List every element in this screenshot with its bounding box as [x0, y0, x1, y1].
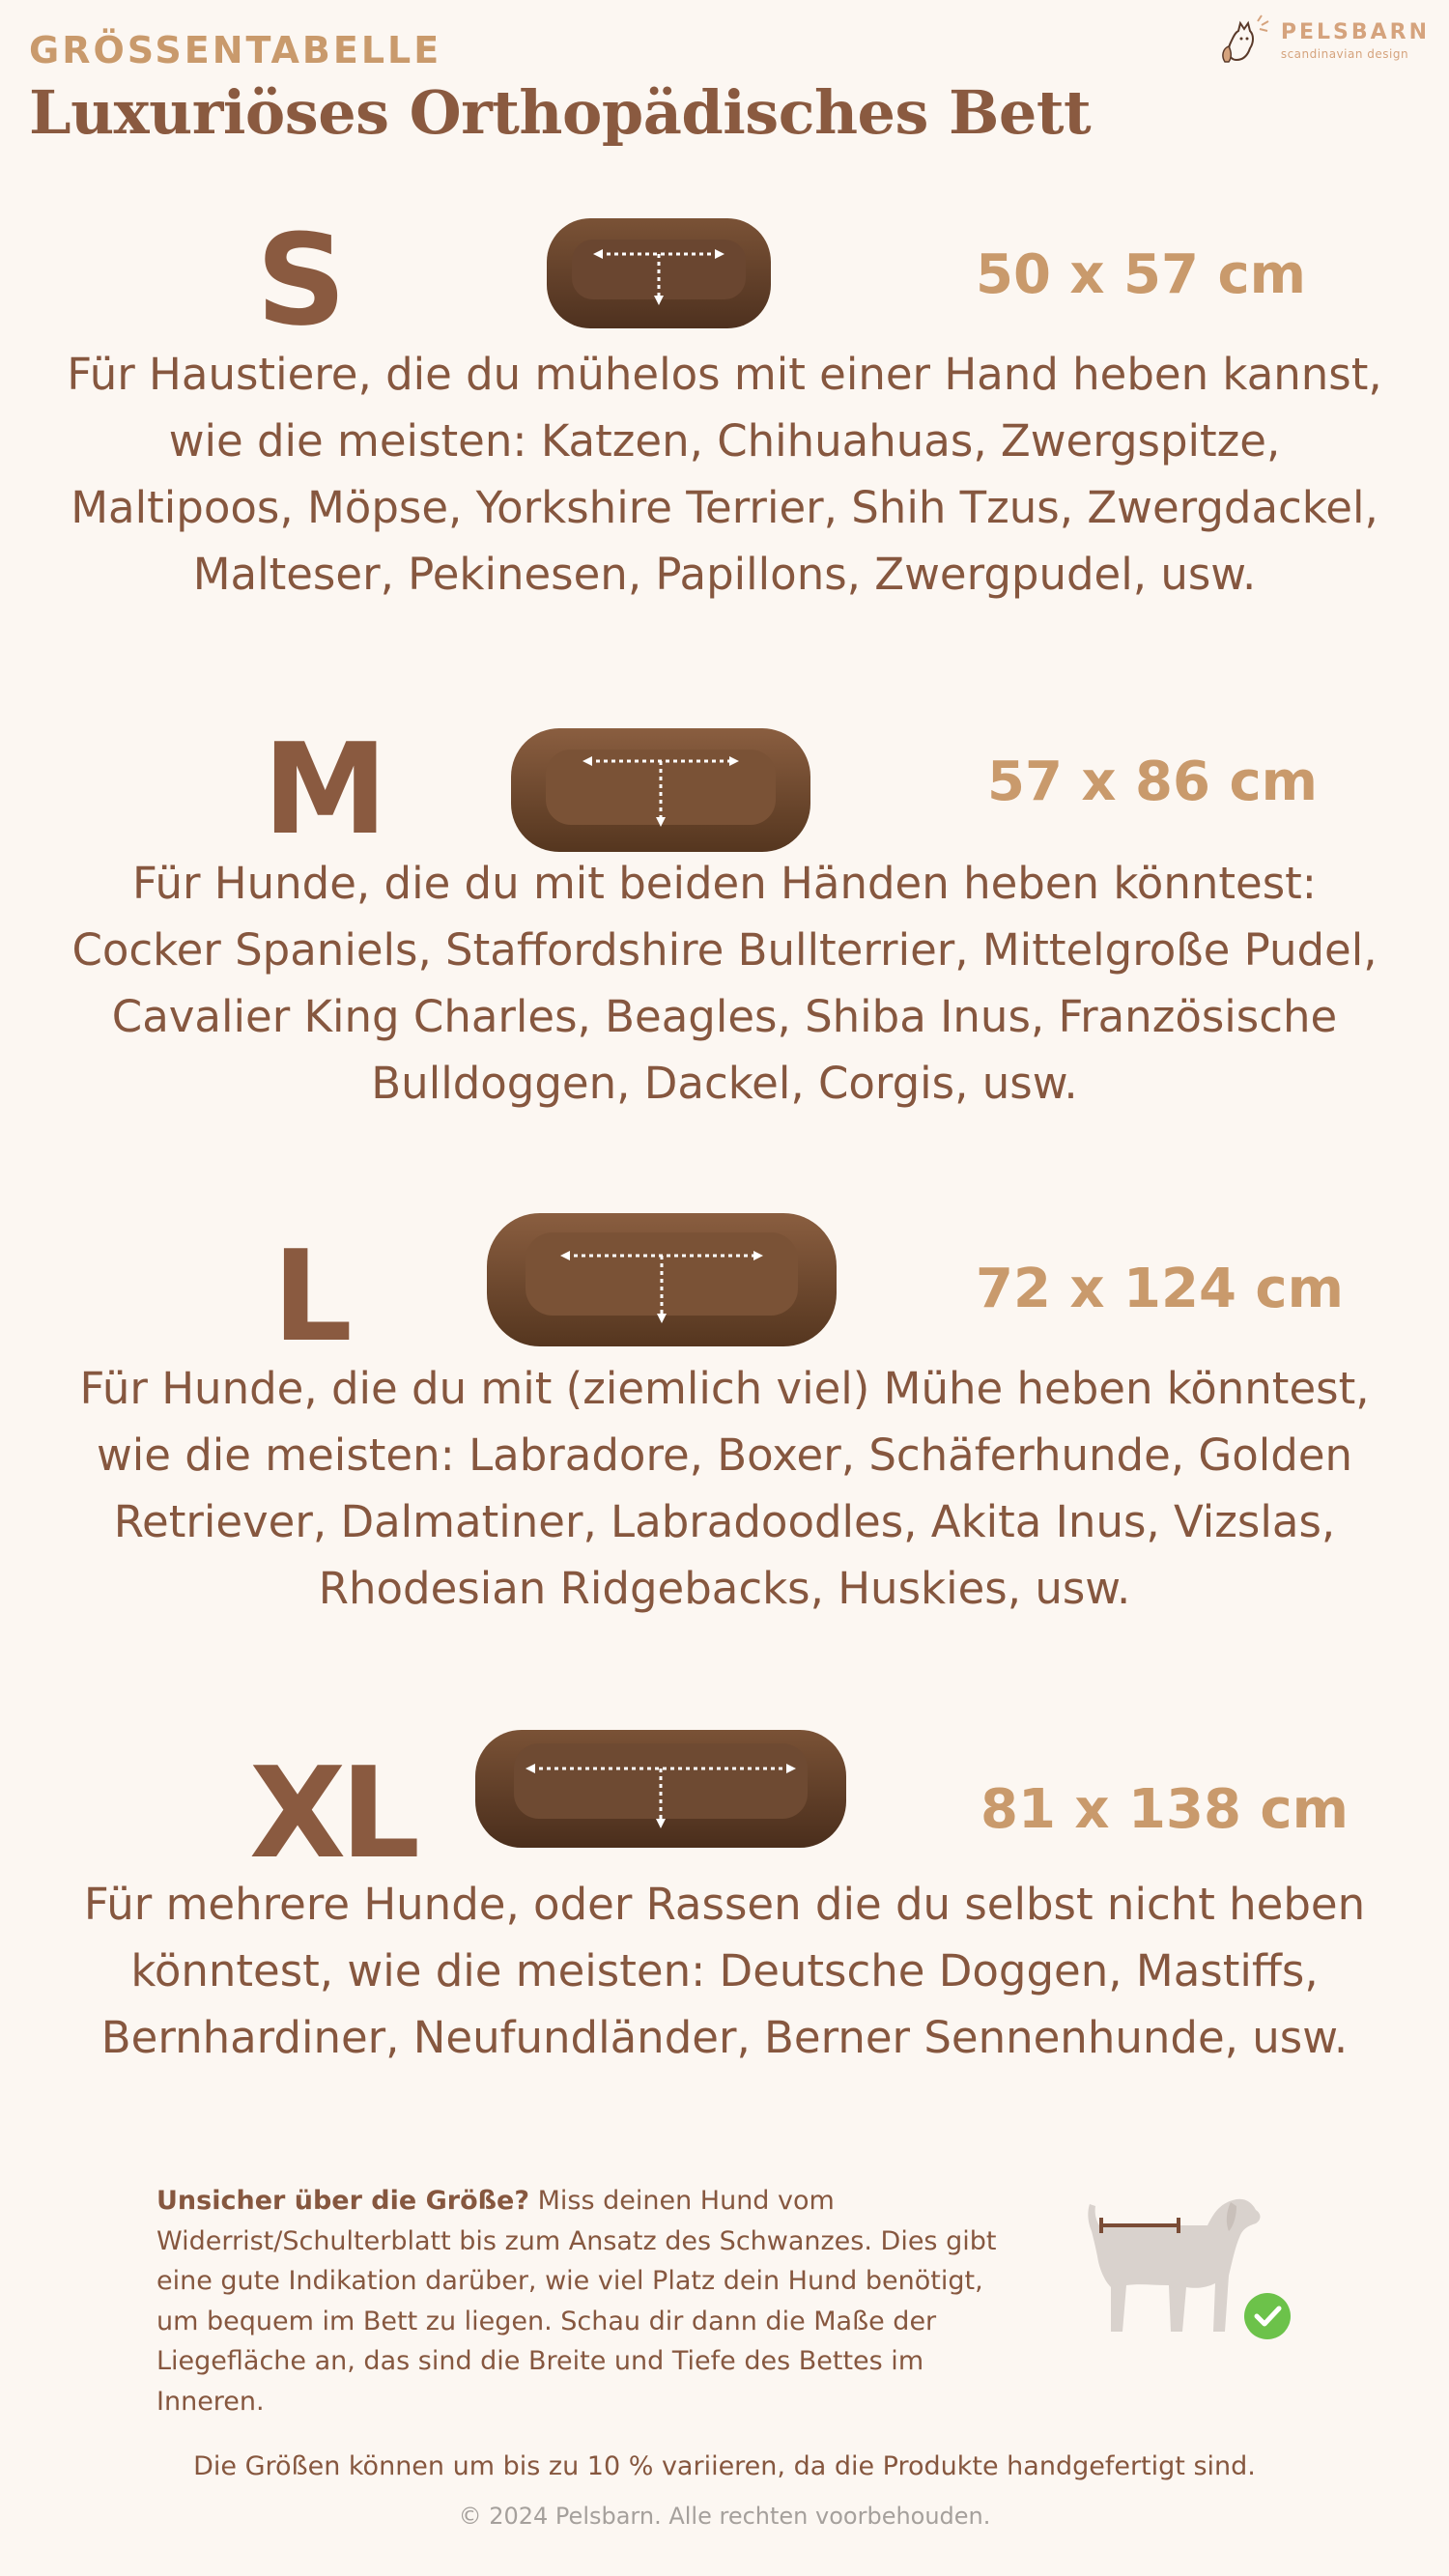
bed-image-m: [507, 722, 814, 858]
size-tip: [156, 2181, 1007, 2421]
size-label-m: M: [263, 716, 383, 863]
brand-logo: [1215, 12, 1430, 70]
size-dimensions-m: 57 x 86 cm: [987, 750, 1319, 813]
bed-image-xl: [471, 1724, 850, 1852]
size-description-l: Für Hunde, die du mit (ziemlich viel) Mühe heben könntest, wie die meisten: Labradore, Boxer, Schäferhunde, Golden Retriever, Dalmatiner, Labradoodles, Akita Inus, Vizslas, Rhodesian Ridgebacks, Huskies, usw.: [79, 1363, 1370, 1614]
size-label-s: S: [256, 207, 341, 354]
brand-name: PELSBARN: [1280, 19, 1430, 44]
cat-dog-logo-icon: [1215, 12, 1273, 70]
size-description-xl: Für mehrere Hunde, oder Rassen die du selbst nicht heben könntest, wie die meisten: Deutsche Doggen, Mastiffs, Bernhardiner, Neufundländer, Berner Sennenhunde, usw.: [83, 1879, 1366, 2063]
size-tip-lead: Unsicher über die Größe?: [156, 2186, 530, 2216]
size-description-m: Für Hunde, die du mit beiden Händen heben könntest: Cocker Spaniels, Staffordshire Bullterrier, Mittelgroße Pudel, Cavalier King Charles, Beagles, Shiba Inus, Französische Bulldoggen, Dackel, Corgis, usw.: [71, 858, 1378, 1109]
size-dimensions-xl: 81 x 138 cm: [980, 1778, 1349, 1841]
size-label-xl: XL: [249, 1740, 415, 1886]
checkmark-icon: [1244, 2293, 1291, 2339]
dog-measure-illustration: [1063, 2181, 1304, 2345]
size-dimensions-l: 72 x 124 cm: [976, 1258, 1344, 1320]
size-description-s: Für Haustiere, die du mühelos mit einer Hand heben kannst, wie die meisten: Katzen, Chihuahuas, Zwergspitze, Maltipoos, Möpse, Yorkshire Terrier, Shih Tzus, Zwergdackel, Malteser, Pekinesen, Papillons, Zwergpudel, usw.: [67, 349, 1382, 600]
page-title: Luxuriöses Orthopädisches Bett: [29, 77, 1092, 148]
copyright-notice: © 2024 Pelsbarn. Alle rechten voorbehouden.: [458, 2503, 991, 2530]
bed-image-l: [483, 1207, 840, 1352]
dog-silhouette-icon: [1088, 2199, 1260, 2332]
size-tip-body: Miss deinen Hund vom Widerrist/Schulterblatt bis zum Ansatz des Schwanzes. Dies gibt eine gute Indikation darüber, wie viel Platz dein Hund benötigt, um bequem im Bett zu liegen. Schau dir dann die Maße der Liegefläche an, das sind die Breite und Tiefe des Bettes im Inneren.: [156, 2186, 997, 2417]
size-label-l: L: [272, 1223, 347, 1370]
brand-subtitle: scandinavian design: [1280, 46, 1409, 61]
page-eyebrow: GRÖSSENTABELLE: [29, 29, 442, 71]
bed-image-s: [543, 211, 775, 334]
size-disclaimer: Die Größen können um bis zu 10 % variieren, da die Produkte handgefertigt sind.: [193, 2451, 1256, 2481]
size-dimensions-s: 50 x 57 cm: [976, 243, 1307, 306]
